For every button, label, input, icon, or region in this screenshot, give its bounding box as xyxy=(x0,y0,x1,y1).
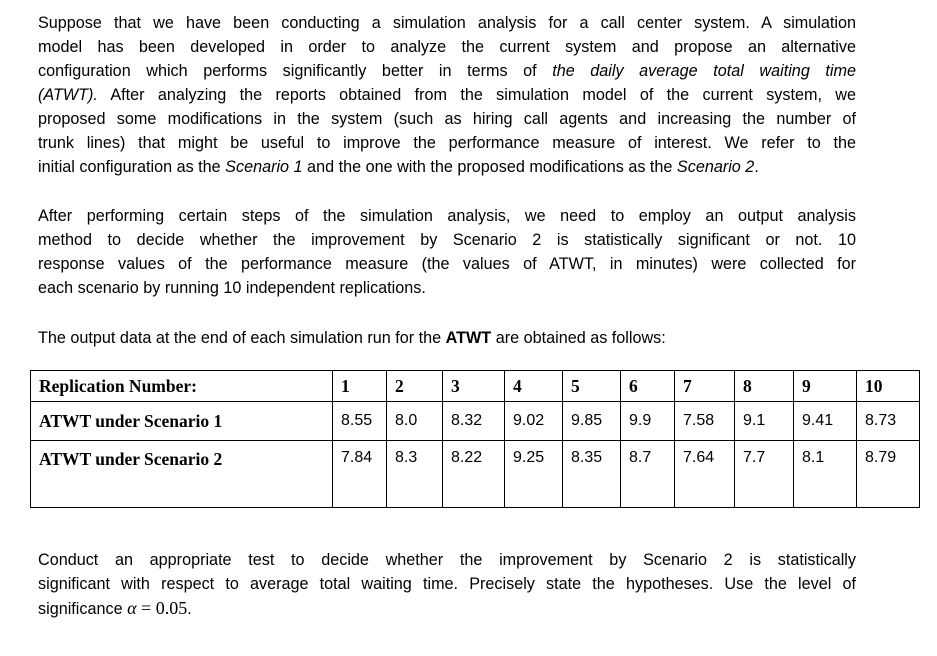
table-cell: 8.35 xyxy=(563,441,621,508)
replication-header: 6 xyxy=(621,371,675,402)
question-end: . xyxy=(187,600,192,618)
output-intro-text-a: The output data at the end of each simulation run for the xyxy=(38,329,446,347)
table-cell: 8.3 xyxy=(387,441,443,508)
question-paragraph xyxy=(38,548,856,621)
table-cell: 7.64 xyxy=(675,441,735,508)
method-line-1: After performing certain steps of the simulation analysis, we need to employ an output analysis xyxy=(38,207,856,225)
intro-scenario-2: Scenario 2 xyxy=(676,158,755,176)
question-line-3 xyxy=(38,596,856,621)
table-cell: 9.85 xyxy=(563,402,621,441)
replication-header: 3 xyxy=(443,371,505,402)
table-cell: 9.9 xyxy=(621,402,675,441)
intro-atwt-term: the daily average total waiting time xyxy=(552,62,856,80)
table-row xyxy=(31,402,920,441)
output-intro-atwt: ATWT xyxy=(445,329,492,347)
table-cell: 8.7 xyxy=(621,441,675,508)
intro-line-4 xyxy=(38,83,856,107)
table-cell: 8.22 xyxy=(443,441,505,508)
table-cell: 9.25 xyxy=(505,441,563,508)
intro-line-7-text-a: initial configuration as the xyxy=(38,158,226,176)
intro-line-3 xyxy=(38,59,856,83)
replication-header: 5 xyxy=(563,371,621,402)
table-cell: 8.32 xyxy=(443,402,505,441)
intro-scenario-1: Scenario 1 xyxy=(225,158,303,176)
question-line-3-text: significance xyxy=(38,600,128,618)
intro-paragraph xyxy=(38,11,856,179)
replication-header: 9 xyxy=(794,371,857,402)
question-line-2: significant with respect to average total waiting time. Precisely state the hypotheses. Use the level of xyxy=(38,575,856,593)
table-header-row xyxy=(31,371,920,402)
alpha-symbol: α xyxy=(127,598,137,618)
table-cell: 9.02 xyxy=(505,402,563,441)
table-cell: 8.1 xyxy=(794,441,857,508)
intro-line-3-text: configuration which performs significantly better in terms of xyxy=(38,62,553,80)
replication-header: 7 xyxy=(675,371,735,402)
intro-line-7-text-c: . xyxy=(754,158,759,176)
intro-line-7 xyxy=(38,155,856,179)
table-cell: 8.0 xyxy=(387,402,443,441)
intro-line-1: Suppose that we have been conducting a simulation analysis for a call center system. A simulation xyxy=(38,14,856,32)
table-row xyxy=(31,441,920,508)
intro-line-4-text: After analyzing the reports obtained from the simulation model of the current system, we xyxy=(97,86,856,104)
table-cell: 9.1 xyxy=(735,402,794,441)
output-intro xyxy=(38,326,856,350)
method-line-4: each scenario by running 10 independent replications. xyxy=(38,279,426,297)
table-cell: 7.84 xyxy=(333,441,387,508)
replication-number-label: Replication Number: xyxy=(31,371,333,402)
method-line-2: method to decide whether the improvement by Scenario 2 is statistically significant or not. 10 xyxy=(38,231,856,249)
scenario-2-label: ATWT under Scenario 2 xyxy=(31,441,333,508)
scenario-1-label: ATWT under Scenario 1 xyxy=(31,402,333,441)
table-cell: 8.55 xyxy=(333,402,387,441)
replication-header: 1 xyxy=(333,371,387,402)
replication-header: 10 xyxy=(857,371,920,402)
table-cell: 9.41 xyxy=(794,402,857,441)
alpha-value: = 0.05 xyxy=(136,598,188,618)
table-cell: 7.58 xyxy=(675,402,735,441)
intro-line-6: trunk lines) that might be useful to improve the performance measure of interest. We refer to the xyxy=(38,134,856,152)
method-line-3: response values of the performance measure (the values of ATWT, in minutes) were collected for xyxy=(38,255,856,273)
replication-table xyxy=(30,370,920,508)
intro-line-7-text-b: and the one with the proposed modifications as the xyxy=(302,158,677,176)
table-cell: 7.7 xyxy=(735,441,794,508)
table-cell: 8.79 xyxy=(857,441,920,508)
table-cell: 8.73 xyxy=(857,402,920,441)
replication-header: 4 xyxy=(505,371,563,402)
output-intro-text-b: are obtained as follows: xyxy=(491,329,666,347)
output-intro-line xyxy=(38,326,856,350)
question-line-1: Conduct an appropriate test to decide whether the improvement by Scenario 2 is statistically xyxy=(38,551,856,569)
intro-atwt-abbrev: (ATWT). xyxy=(38,86,98,104)
intro-line-2: model has been developed in order to analyze the current system and propose an alternative xyxy=(38,38,856,56)
method-paragraph xyxy=(38,204,856,300)
replication-header: 8 xyxy=(735,371,794,402)
intro-line-5: proposed some modifications in the system (such as hiring call agents and increasing the number of xyxy=(38,110,856,128)
replication-header: 2 xyxy=(387,371,443,402)
